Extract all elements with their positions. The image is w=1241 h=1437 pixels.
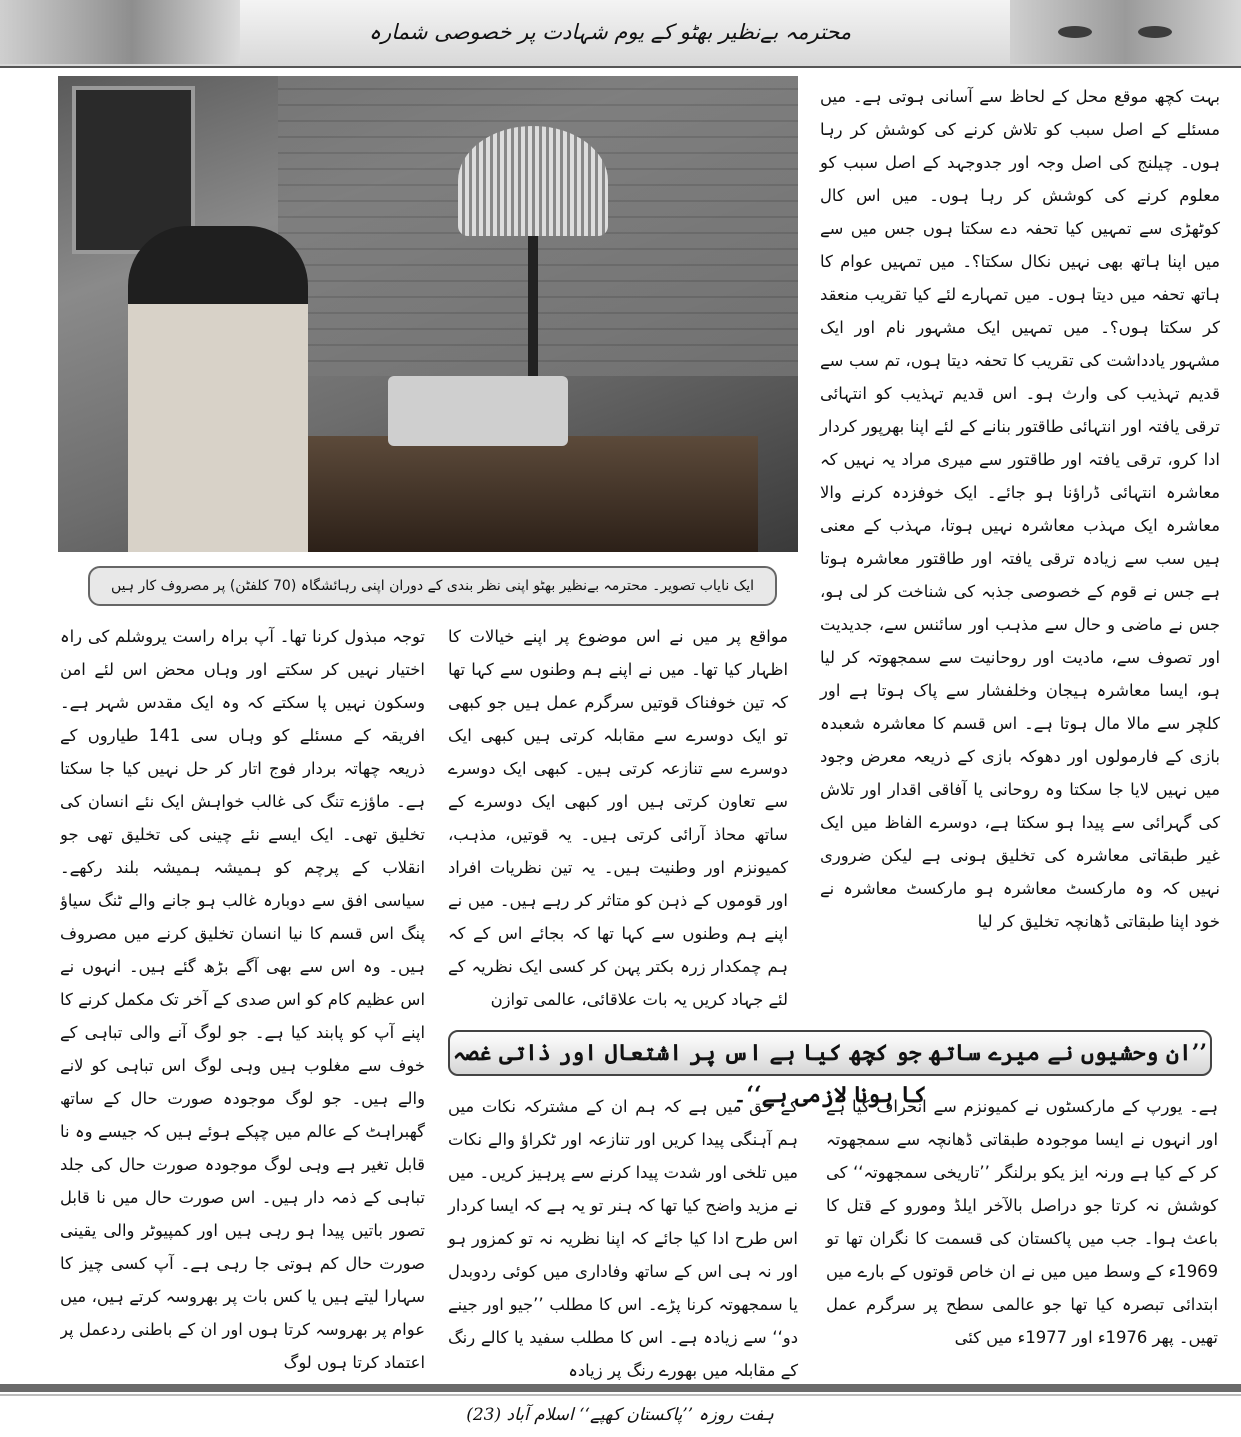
woman-figure [128,226,308,552]
column-right-bottom [826,1090,1218,1354]
eye-graphic [1138,26,1172,38]
eye-graphic [1058,26,1092,38]
typewriter-photo [58,76,798,552]
portrait-image-left [0,0,240,64]
header-band [0,0,1241,68]
photo-caption: ایک نایاب تصویر۔ محترمہ بےنظیر بھٹو اپنی نظر بندی کے دوران اپنی رہائشگاہ (70 کلفٹن) پر مصروف کار ہیں [88,566,777,606]
desk [288,436,758,552]
column-middle-top [448,620,788,1016]
paragraph: کے حق میں ہے کہ ہم ان کے مشترکہ نکات میں ہم آہنگی پیدا کریں اور تنازعہ اور ٹکراؤ والے نکات میں تلخی اور شدت پیدا کرنے سے پرہیز کریں۔ میں نے مزید واضح کیا تھا کہ ہنر تو یہ ہے کہ ایسا کردار اس طرح ادا کیا جائے کہ اپنا نظریہ نہ تو کمزور ہو اور نہ ہی اس کے ساتھ وفاداری میں کوئی ردوبدل یا سمجھوتہ کرنا پڑے۔ اس کا مطلب ’’جیو اور جینے دو‘‘ سے زیادہ ہے۔ اس کا مطلب سفید یا کالے رنگ کے مقابلہ میں بھورے رنگ پر زیادہ [448,1097,798,1380]
paragraph: مواقع پر میں نے اس موضوع پر اپنے خیالات کا اظہار کیا تھا۔ میں نے اپنے ہم وطنوں سے کہا تھا کہ تین خوفناک قوتیں سرگرم عمل ہیں جو کبھی تو ایک دوسرے سے مقابلہ کرتی ہیں کبھی ایک دوسرے سے تنازعہ کرتی ہیں۔ کبھی ایک دوسرے سے تعاون کرتی ہیں اور کبھی ایک دوسرے کے ساتھ محاذ آرائی کرتی ہیں۔ یہ قوتیں، مذہب، کمیونزم اور وطنیت ہیں۔ یہ تین نظریات افراد اور قوموں کے ذہن کو متاثر کر رہے ہیں۔ میں نے اپنے ہم وطنوں سے کہا تھا کہ بجائے اس کے کہ ہم چمکدار زرہ بکتر پہن کر کسی ایک نظریہ کے لئے جہاد کریں یہ بات علاقائی، عالمی توازن [448,627,788,1009]
column-middle-bottom [448,1090,798,1387]
portrait-image-right [1010,0,1241,64]
paragraph: ہے۔ یورپ کے مارکسٹوں نے کمیونزم سے انحراف کیا ہے اور انہوں نے ایسا موجودہ طبقاتی ڈھانچہ سے سمجھوتہ کر کے کیا ہے ورنہ ایز یکو برلنگر ’’تاریخی سمجھوتہ‘‘ کی کوشش نہ کرتا جو دراصل بالآخر ایلڈ ومورو کے قتل کا باعث ہوا۔ جب میں پاکستان کی قسمت کا نگران تھا تو 1969ء کے وسط میں میں نے ان خاص قوتوں کے بارے میں ابتدائی تبصرہ کیا تھا جو عالمی سطح پر سرگرم عمل تھیں۔ پھر 1976ء اور 1977ء میں کئی [826,1097,1218,1347]
paragraph: بہت کچھ موقع محل کے لحاظ سے آسانی ہوتی ہے۔ میں مسئلے کے اصل سبب کو تلاش کرنے کی کوشش کر رہا ہوں۔ چیلنج کی اصل وجہ اور جدوجہد کے اصل سبب کو معلوم کرنے کی کوشش کر رہا ہوں۔ میں اس کال کوٹھڑی سے تمہیں کیا تحفہ دے سکتا ہوں جس میں سے میں اپنا ہاتھ بھی نہیں نکال سکتا؟۔ میں تمہیں عوام کا ہاتھ تحفہ میں دیتا ہوں۔ میں تمہارے لئے کیا تقریب منعقد کر سکتا ہوں؟۔ میں تمہیں ایک مشہور نام اور ایک مشہور یادداشت کی تقریب کا تحفہ دیتا ہوں، تم سب سے قدیم تہذیب کی وارث ہو۔ اس قدیم تہذیب کو انتہائی ترقی یافتہ اور انتہائی طاقتور بنانے کے لئے اپنا بھرپور کردار ادا کرو، ترقی یافتہ اور طاقتور سے میری مراد یہ نہیں کہ معاشرہ انتہائی ڈراؤنا ہو جائے۔ ایک خوفزدہ کرنے والا معاشرہ ایک مہذب معاشرہ نہیں ہوتا، مہذب کے معنی ہیں سب سے زیادہ ترقی یافتہ اور طاقتور معاشرہ ہوتا ہے جس نے قوم کے خصوصی جذبہ کی شناخت کر لی ہو، جس نے ماضی و حال سے مذہب اور سائنس سے، جدیدیت اور تصوف سے، مادیت اور روحانیت سے سمجھوتہ کر لیا ہو، ایسا معاشرہ ہیجان وخلفشار سے پاک ہوتا ہے اور کلچر سے مالا مال ہوتا ہے۔ اس قسم کا معاشرہ شعبدہ بازی کے فارمولوں اور دھوکہ بازی کے ذریعہ معرض وجود میں نہیں لایا جا سکتا وہ روحانی یا آفاقی اقدار اور تلاش کی گہرائی سے پیدا ہو سکتا ہے، دوسرے الفاظ میں ایک غیر طبقاتی معاشرہ کی تخلیق ہونی ہے لیکن ضروری نہیں کہ وہ مارکسٹ معاشرہ ہو مارکسٹ معاشرہ نے خود اپنا طبقاتی ڈھانچہ تخلیق کر لیا [820,87,1220,931]
header-title: محترمہ بےنظیر بھٹو کے یوم شہادت پر خصوصی شمارہ [368,20,852,44]
footer-rule-thin [0,1394,1241,1396]
column-right-top [820,80,1220,938]
footer-publication: ہفت روزہ ’’پاکستان کھپے‘‘ اسلام آباد (23) [466,1405,774,1425]
typewriter [388,376,568,446]
footer-rule [0,1384,1241,1392]
column-left [60,620,425,1380]
pull-quote: ’’ان وحشیوں نے میرے ساتھ جو کچھ کیا ہے اس پر اشتعال اور ذاتی غصہ کا ہونا لازمی ہے‘‘۔ [448,1030,1212,1076]
paragraph: توجہ مبذول کرنا تھا۔ آپ براہ راست یروشلم کی راہ اختیار نہیں کر سکتے اور وہاں محض اس لئے امن وسکون نہیں پا سکتے کہ وہ ایک مقدس شہر ہے۔ افریقہ کے مسئلے کو وہاں سی 141 طیاروں کے ذریعہ چھاتہ بردار فوج اتار کر حل نہیں کیا جا سکتا ہے۔ ماؤزے تنگ کی غالب خواہش ایک نئے انسان کی تخلیق تھی۔ ایک ایسے نئے چینی کی تخلیق تھی جو انقلاب کے پرچم کو ہمیشہ ہمیشہ بلند رکھے۔ سیاسی افق سے دوبارہ غالب ہو جانے والے ٹنگ سیاؤ پنگ اس قسم کا نیا انسان تخلیق کرنے میں مصروف ہیں۔ وہ اس سے بھی آگے بڑھ گئے ہیں۔ انہوں نے اس عظیم کام کو اس صدی کے آخر تک مکمل کرنے کا اپنے آپ کو پابند کیا ہے۔ جو لوگ آنے والی تباہی کے خوف سے مغلوب ہیں وہی لوگ اس تباہی کو لانے والے ہیں۔ جو لوگ موجودہ صورت حال کے ساتھ گھبراہٹ کے عالم میں چپکے ہوئے ہیں کہ جیسے وہ نا قابل تغیر ہے وہی لوگ موجودہ صورت حال کی جلد تباہی کے ذمہ دار ہیں۔ اس صورت حال میں نا قابل تصور باتیں پیدا ہو رہی ہیں اور کمپیوٹر والی یقینی صورت حال کم ہوتی جا رہی ہے۔ آپ کسی چیز کا سہارا لیتے ہیں یا کس بات پر بھروسہ کرتے ہیں، میں عوام پر بھروسہ کرتا ہوں اور ان کے باطنی ردعمل پر اعتماد کرتا ہوں لوگ [60,627,425,1372]
lamp-shade [458,126,608,236]
